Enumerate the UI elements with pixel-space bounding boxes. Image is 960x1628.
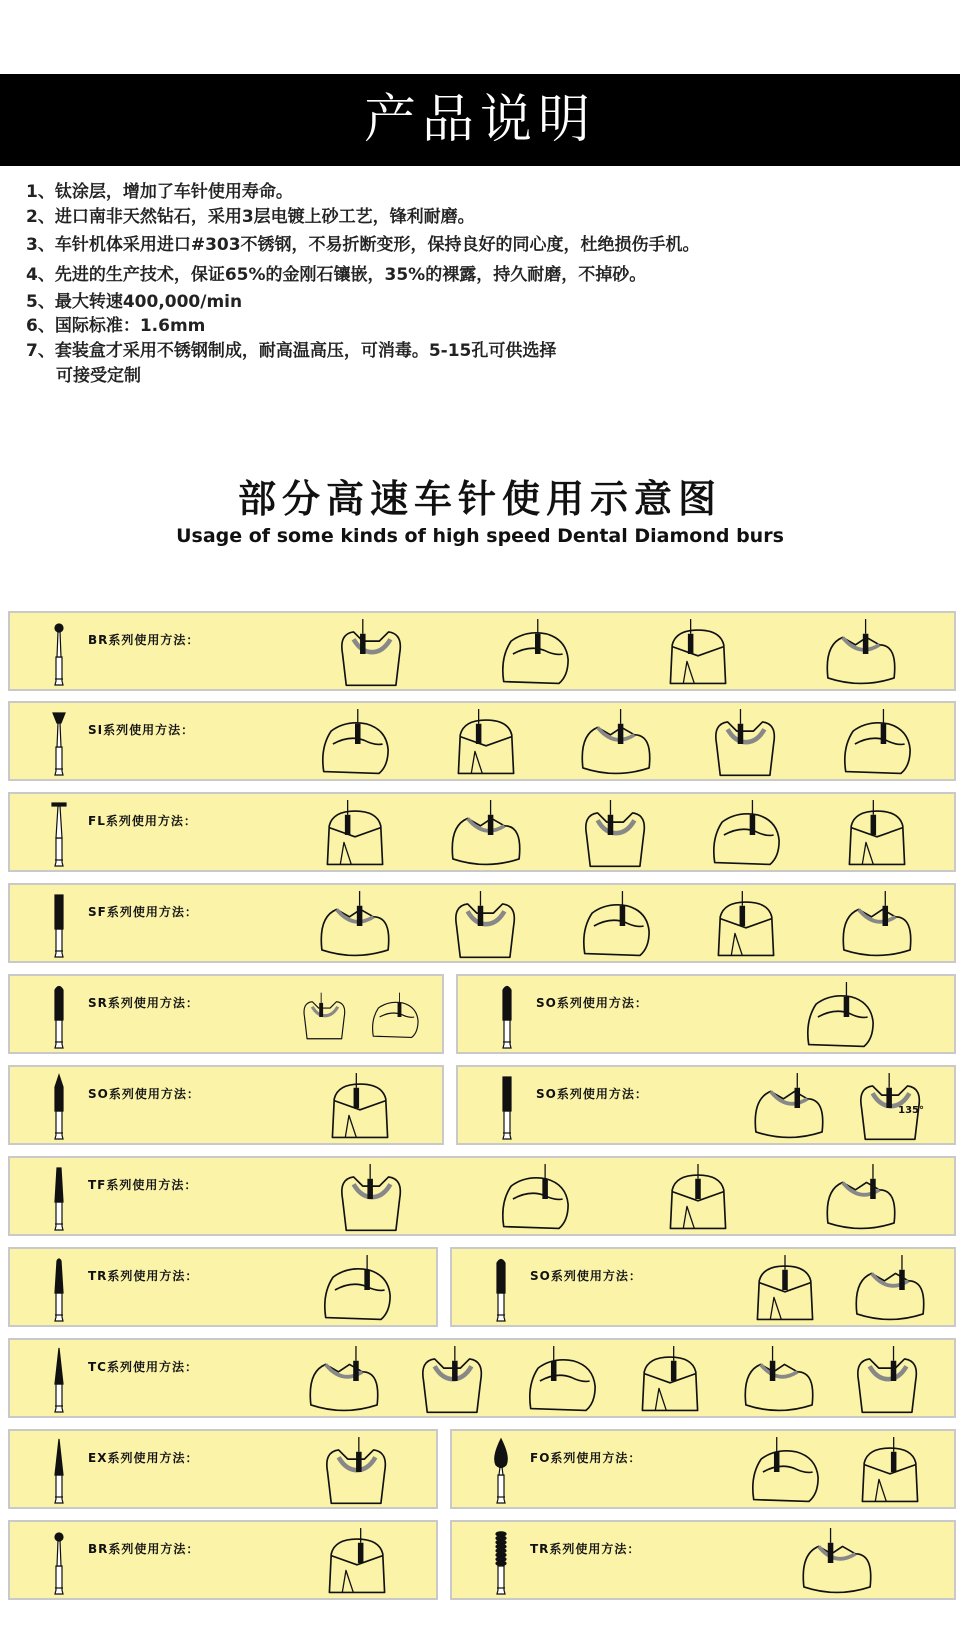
tooth-diagram — [440, 889, 532, 963]
tooth-diagram — [489, 617, 581, 691]
usage-panel — [8, 1429, 438, 1509]
tooth-diagram — [570, 889, 662, 963]
tooth-diagram — [700, 707, 792, 781]
tooth-diagram — [326, 617, 418, 691]
tooth-diagram — [309, 798, 401, 872]
tooth-diagram — [570, 798, 662, 872]
panel-label: SF系列使用方法： — [88, 905, 198, 919]
tooth-diagram — [831, 707, 923, 781]
panel-label: SO系列使用方法： — [530, 1269, 642, 1283]
bur-round-end-icon — [488, 1255, 514, 1325]
bur-pointed-icon — [46, 1073, 72, 1143]
tooth-diagram — [407, 1344, 499, 1418]
usage-panel — [450, 1247, 956, 1327]
usage-panel — [8, 611, 956, 691]
tooth-diagram — [363, 980, 427, 1054]
bur-taper-pointed-icon — [46, 1346, 72, 1416]
panel-label: TF系列使用方法： — [88, 1178, 198, 1192]
bur-inverted-cone-icon — [46, 709, 72, 779]
feature-item: 6、国际标准：1.6mm — [26, 316, 206, 336]
tooth-diagram — [652, 617, 744, 691]
tooth-diagram — [844, 1253, 936, 1327]
tooth-diagram — [311, 1526, 403, 1600]
tooth-diagram — [815, 1162, 907, 1236]
usage-panel — [8, 1065, 444, 1145]
feature-item: 4、先进的生产技术，保证65%的金刚石镶嵌，35%的裸露，持久耐磨，不掉砂。 — [26, 265, 647, 285]
tooth-diagram — [652, 1162, 744, 1236]
tooth-diagram — [293, 980, 357, 1054]
angle-annotation: 135° — [898, 1105, 924, 1116]
tooth-diagram — [326, 1162, 418, 1236]
usage-panel — [8, 1520, 438, 1600]
tooth-diagram — [739, 1435, 831, 1509]
panel-label: BR系列使用方法： — [88, 633, 200, 647]
tooth-diagram — [314, 1071, 406, 1145]
tooth-diagram — [700, 889, 792, 963]
panel-label: SO系列使用方法： — [536, 996, 648, 1010]
usage-panel — [450, 1429, 956, 1509]
bur-cylinder-icon — [46, 891, 72, 961]
usage-panel — [8, 792, 956, 872]
tooth-diagram — [831, 889, 923, 963]
tooth-diagram — [844, 1435, 936, 1509]
tooth-diagram — [311, 1253, 403, 1327]
panel-label: SR系列使用方法： — [88, 996, 199, 1010]
tooth-diagram — [815, 617, 907, 691]
bur-flat-end-icon — [46, 800, 72, 870]
feature-item: 5、最大转速400,000/min — [26, 292, 243, 312]
bur-spiral-icon — [488, 1528, 514, 1598]
bur-cylinder-icon — [494, 1073, 520, 1143]
bur-taper-flat-icon — [46, 1164, 72, 1234]
tooth-diagram — [624, 1344, 716, 1418]
tooth-diagram — [309, 707, 401, 781]
panel-label: SO系列使用方法： — [536, 1087, 648, 1101]
usage-panel — [450, 1520, 956, 1600]
panel-label: SO系列使用方法： — [88, 1087, 200, 1101]
bur-round-tip-icon — [46, 1528, 72, 1598]
tooth-diagram — [791, 1526, 883, 1600]
feature-item: 1、钛涂层，增加了车针使用寿命。 — [26, 182, 293, 202]
page-title: 产品说明 — [363, 90, 596, 150]
usage-panel — [8, 974, 444, 1054]
panel-label: TR系列使用方法： — [88, 1269, 199, 1283]
usage-panel — [8, 1338, 956, 1418]
panel-label: SI系列使用方法： — [88, 723, 195, 737]
usage-subtitle: Usage of some kinds of high speed Dental Diamond burs — [176, 525, 784, 547]
panel-label: TR系列使用方法： — [530, 1542, 641, 1556]
tooth-diagram — [700, 798, 792, 872]
bur-round-end-icon — [494, 982, 520, 1052]
tooth-diagram — [309, 889, 401, 963]
tooth-diagram — [733, 1344, 825, 1418]
usage-panel — [8, 701, 956, 781]
tooth-diagram — [570, 707, 662, 781]
bur-round-tip-icon — [46, 619, 72, 689]
tooth-diagram — [743, 1071, 835, 1145]
panel-label: FO系列使用方法： — [530, 1451, 642, 1465]
feature-item: 2、进口南非天然钻石，采用3层电镀上砂工艺，锋利耐磨。 — [26, 207, 475, 227]
usage-panel — [8, 1156, 956, 1236]
panel-label: FL系列使用方法： — [88, 814, 197, 828]
tooth-diagram — [298, 1344, 390, 1418]
tooth-diagram — [311, 1435, 403, 1509]
panel-label: TC系列使用方法： — [88, 1360, 198, 1374]
tooth-diagram — [794, 980, 886, 1054]
tooth-diagram — [739, 1253, 831, 1327]
bur-flame-icon — [488, 1437, 514, 1507]
tooth-diagram — [516, 1344, 608, 1418]
tooth-diagram — [440, 707, 532, 781]
usage-panel — [456, 1065, 956, 1145]
usage-title: 部分高速车针使用示意图 — [237, 477, 722, 521]
bur-taper-pointed-icon — [46, 1437, 72, 1507]
tooth-diagram — [440, 798, 532, 872]
header-banner — [0, 74, 960, 166]
feature-item: 7、套装盒才采用不锈钢制成，耐高温高压，可消毒。5-15孔可供选择 — [26, 341, 557, 361]
bur-taper-round-icon — [46, 1255, 72, 1325]
usage-panel — [456, 974, 956, 1054]
usage-panel — [8, 883, 956, 963]
usage-panel — [8, 1247, 438, 1327]
tooth-diagram — [842, 1344, 934, 1418]
tooth-diagram — [489, 1162, 581, 1236]
tooth-diagram — [831, 798, 923, 872]
bur-round-end-icon — [46, 982, 72, 1052]
panel-label: EX系列使用方法： — [88, 1451, 199, 1465]
panel-label: BR系列使用方法： — [88, 1542, 200, 1556]
feature-item: 可接受定制 — [56, 366, 141, 386]
feature-item: 3、车针机体采用进口#303不锈钢，不易折断变形，保持良好的同心度，杜绝损伤手机。 — [26, 235, 700, 255]
